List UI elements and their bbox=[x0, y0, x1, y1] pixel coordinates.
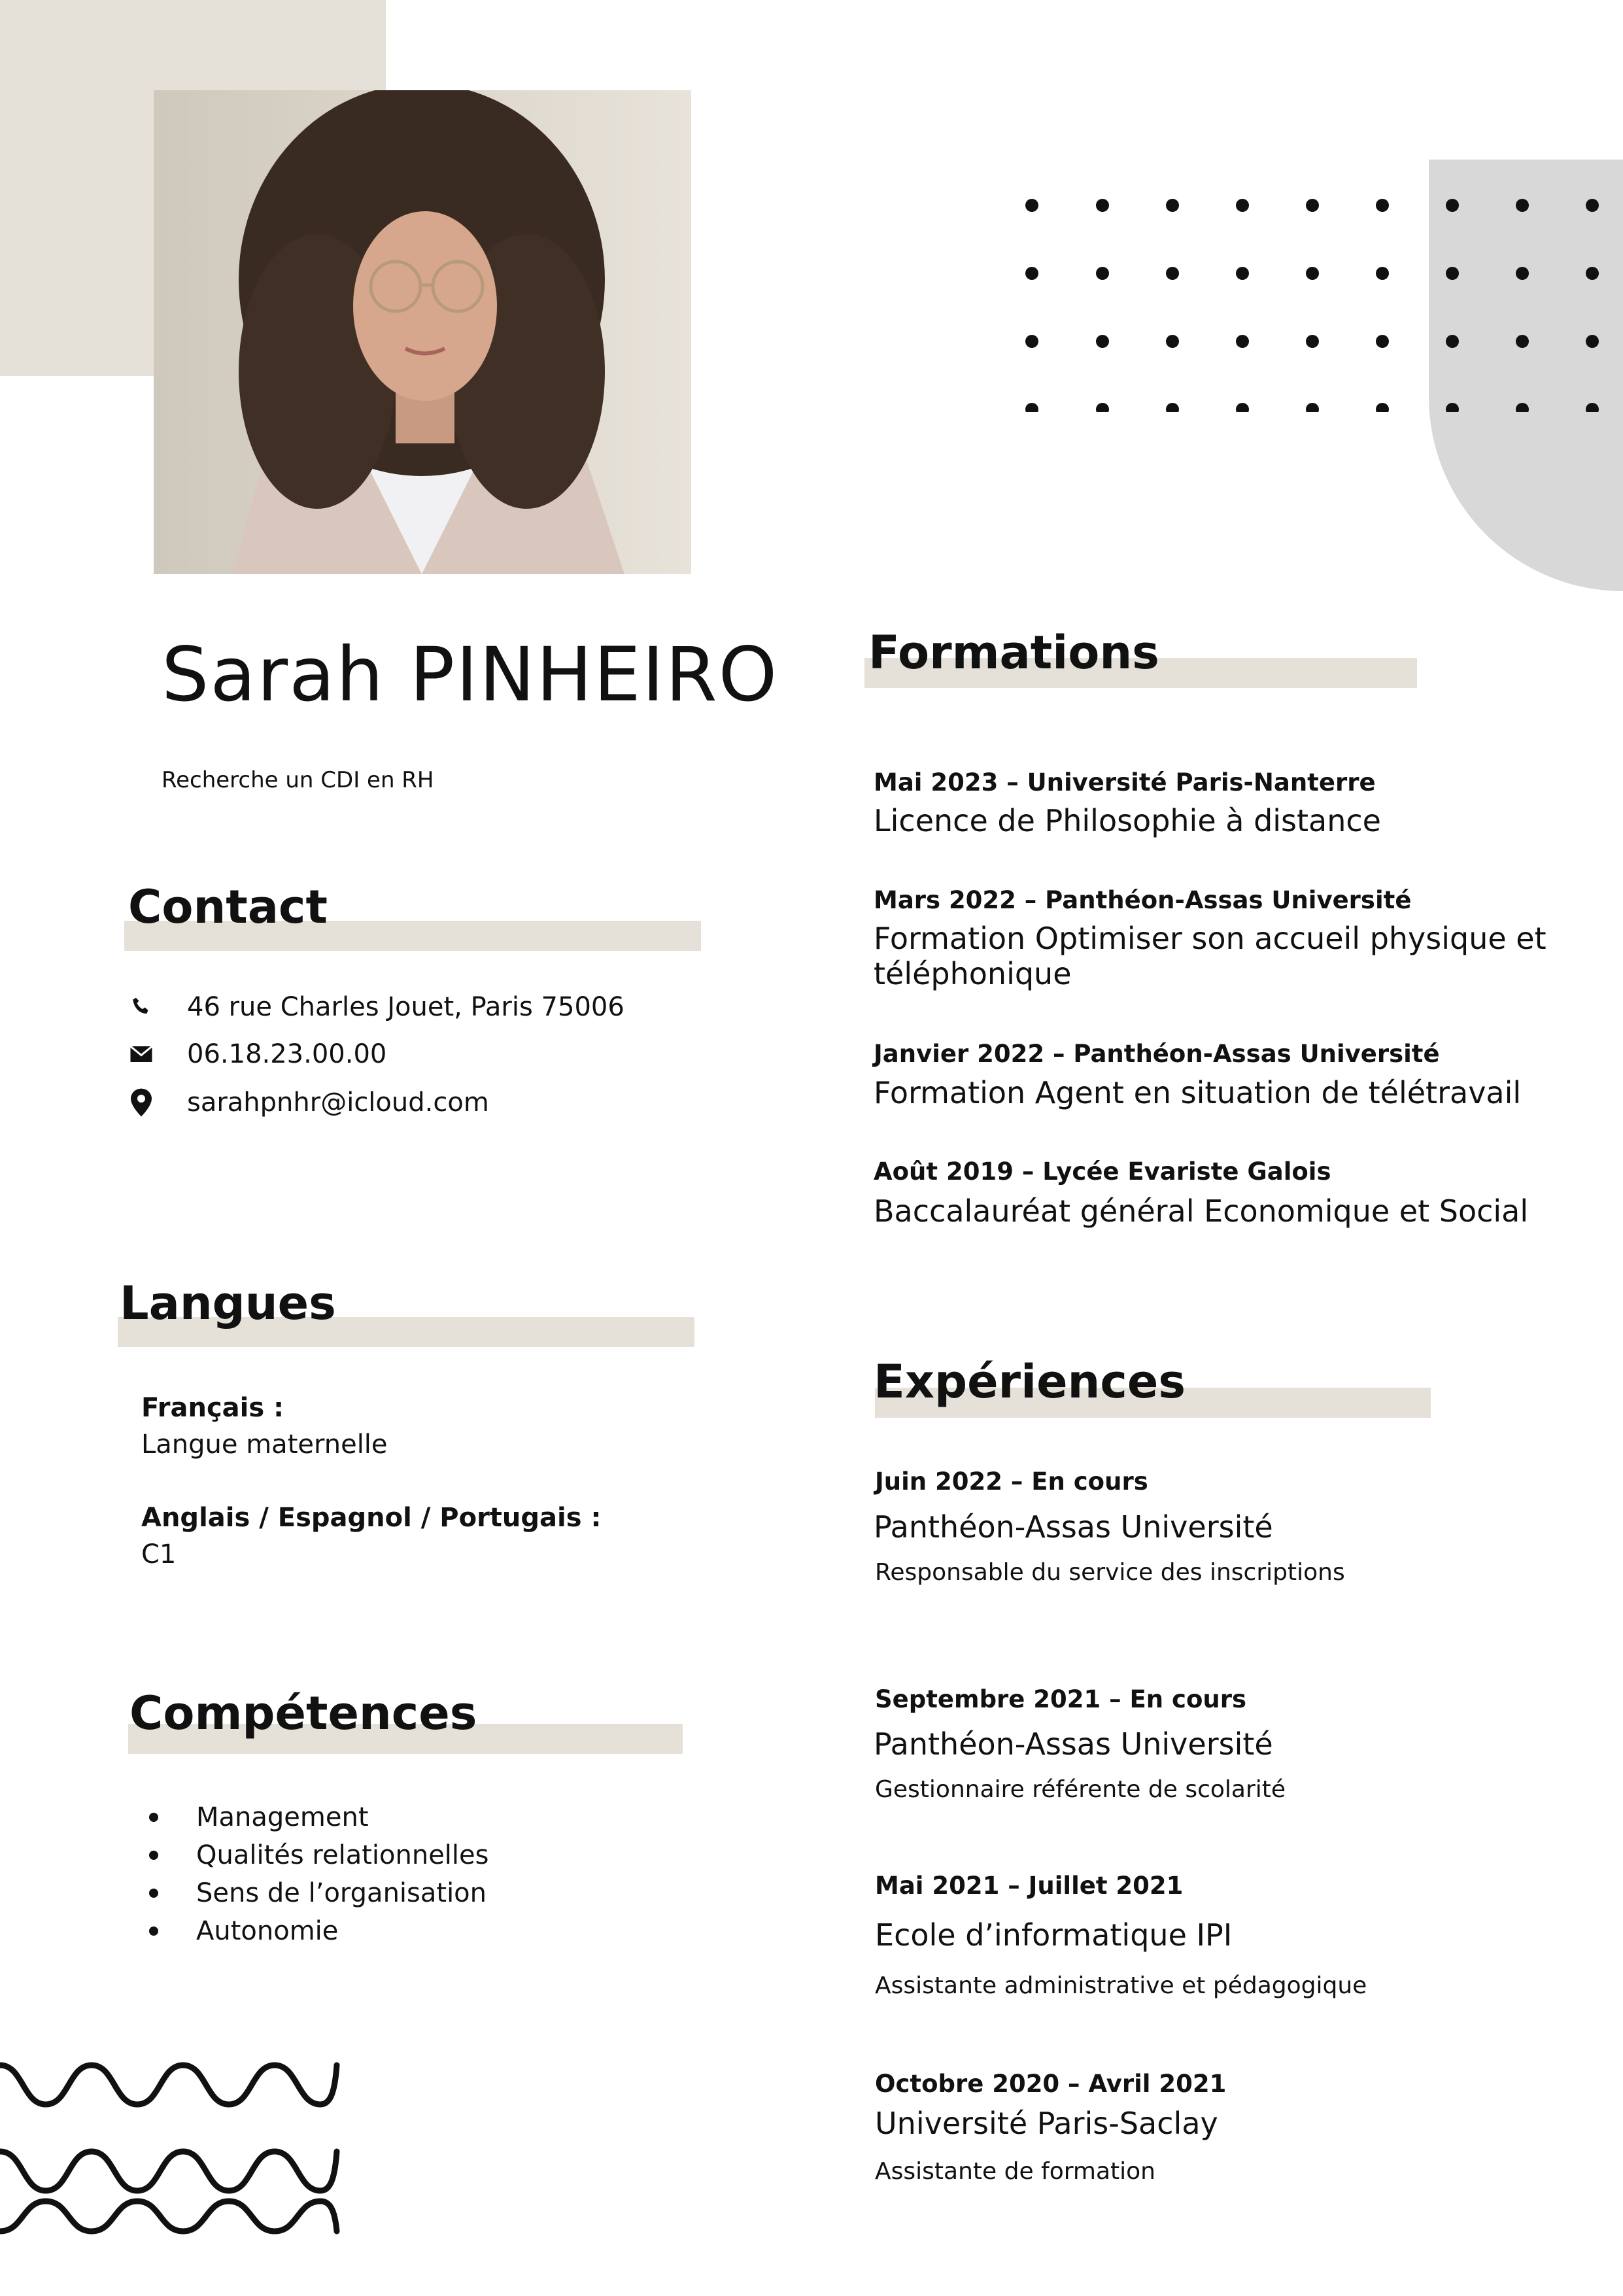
formation-date: Mai 2023 – Université Paris-Nanterre bbox=[874, 768, 1376, 797]
skill-label: Sens de l’organisation bbox=[196, 1878, 487, 1908]
experience-role: Responsable du service des inscriptions bbox=[875, 1559, 1345, 1586]
language-level: C1 bbox=[141, 1539, 177, 1569]
formations-heading: Formations bbox=[868, 626, 1159, 679]
formation-title: Formation Optimiser son accueil physique et bbox=[874, 921, 1546, 956]
experiences-heading: Expériences bbox=[874, 1355, 1186, 1409]
phone-icon bbox=[128, 993, 154, 1021]
decorative-dot-grid bbox=[1020, 196, 1623, 412]
profile-photo bbox=[154, 90, 691, 574]
mail-icon bbox=[128, 1040, 154, 1069]
skill-label: Management bbox=[196, 1802, 369, 1832]
language-name: Anglais / Espagnol / Portugais : bbox=[141, 1503, 602, 1533]
contact-address: 46 rue Charles Jouet, Paris 75006 bbox=[187, 992, 624, 1022]
contact-address-row bbox=[128, 987, 624, 1027]
experience-organization: Panthéon-Assas Université bbox=[874, 1726, 1273, 1762]
experience-role: Assistante administrative et pédagogique bbox=[875, 1972, 1367, 1999]
competences-heading: Compétences bbox=[129, 1687, 477, 1740]
formation-date: Janvier 2022 – Panthéon-Assas Université bbox=[874, 1040, 1440, 1068]
skill-item bbox=[144, 1912, 488, 1950]
formation-date: Août 2019 – Lycée Evariste Galois bbox=[874, 1157, 1331, 1186]
contact-email[interactable]: sarahpnhr@icloud.com bbox=[187, 1088, 489, 1118]
experience-organization: Panthéon-Assas Université bbox=[874, 1509, 1273, 1545]
experience-role: Gestionnaire référente de scolarité bbox=[875, 1776, 1286, 1803]
bullet-icon bbox=[149, 1927, 158, 1936]
bullet-icon bbox=[149, 1889, 158, 1898]
skill-item bbox=[144, 1798, 488, 1836]
formation-date: Mars 2022 – Panthéon-Assas Université bbox=[874, 886, 1412, 914]
experience-role: Assistante de formation bbox=[875, 2158, 1155, 2185]
bullet-icon bbox=[149, 1851, 158, 1860]
experience-date: Juin 2022 – En cours bbox=[875, 1467, 1148, 1496]
langues-heading: Langues bbox=[120, 1277, 336, 1330]
contact-phone-row bbox=[128, 1035, 386, 1074]
experience-organization: Université Paris-Saclay bbox=[875, 2106, 1218, 2141]
skills-list bbox=[144, 1798, 488, 1950]
formation-title: Baccalauréat général Economique et Social bbox=[874, 1193, 1529, 1229]
experience-organization: Ecole d’informatique IPI bbox=[875, 1917, 1233, 1953]
decorative-waves bbox=[0, 2053, 340, 2250]
candidate-objective: Recherche un CDI en RH bbox=[162, 767, 434, 793]
bullet-icon bbox=[149, 1813, 158, 1822]
experience-date: Mai 2021 – Juillet 2021 bbox=[875, 1872, 1184, 1900]
language-name: Français : bbox=[141, 1393, 284, 1423]
contact-phone: 06.18.23.00.00 bbox=[187, 1039, 387, 1069]
contact-heading: Contact bbox=[128, 880, 328, 934]
formation-title: Licence de Philosophie à distance bbox=[874, 803, 1381, 838]
experience-date: Octobre 2020 – Avril 2021 bbox=[875, 2070, 1227, 2098]
skill-label: Qualités relationnelles bbox=[196, 1840, 489, 1870]
formation-title: Formation Agent en situation de télétravail bbox=[874, 1075, 1522, 1110]
language-level: Langue maternelle bbox=[141, 1430, 388, 1460]
skill-label: Autonomie bbox=[196, 1916, 339, 1946]
formation-title-continued: téléphonique bbox=[874, 956, 1072, 991]
experience-date: Septembre 2021 – En cours bbox=[875, 1685, 1246, 1713]
candidate-name: Sarah PINHEIRO bbox=[162, 631, 779, 718]
location-pin-icon bbox=[128, 1088, 154, 1117]
skill-item bbox=[144, 1836, 488, 1874]
skill-item bbox=[144, 1874, 488, 1912]
contact-email-row bbox=[128, 1083, 489, 1122]
